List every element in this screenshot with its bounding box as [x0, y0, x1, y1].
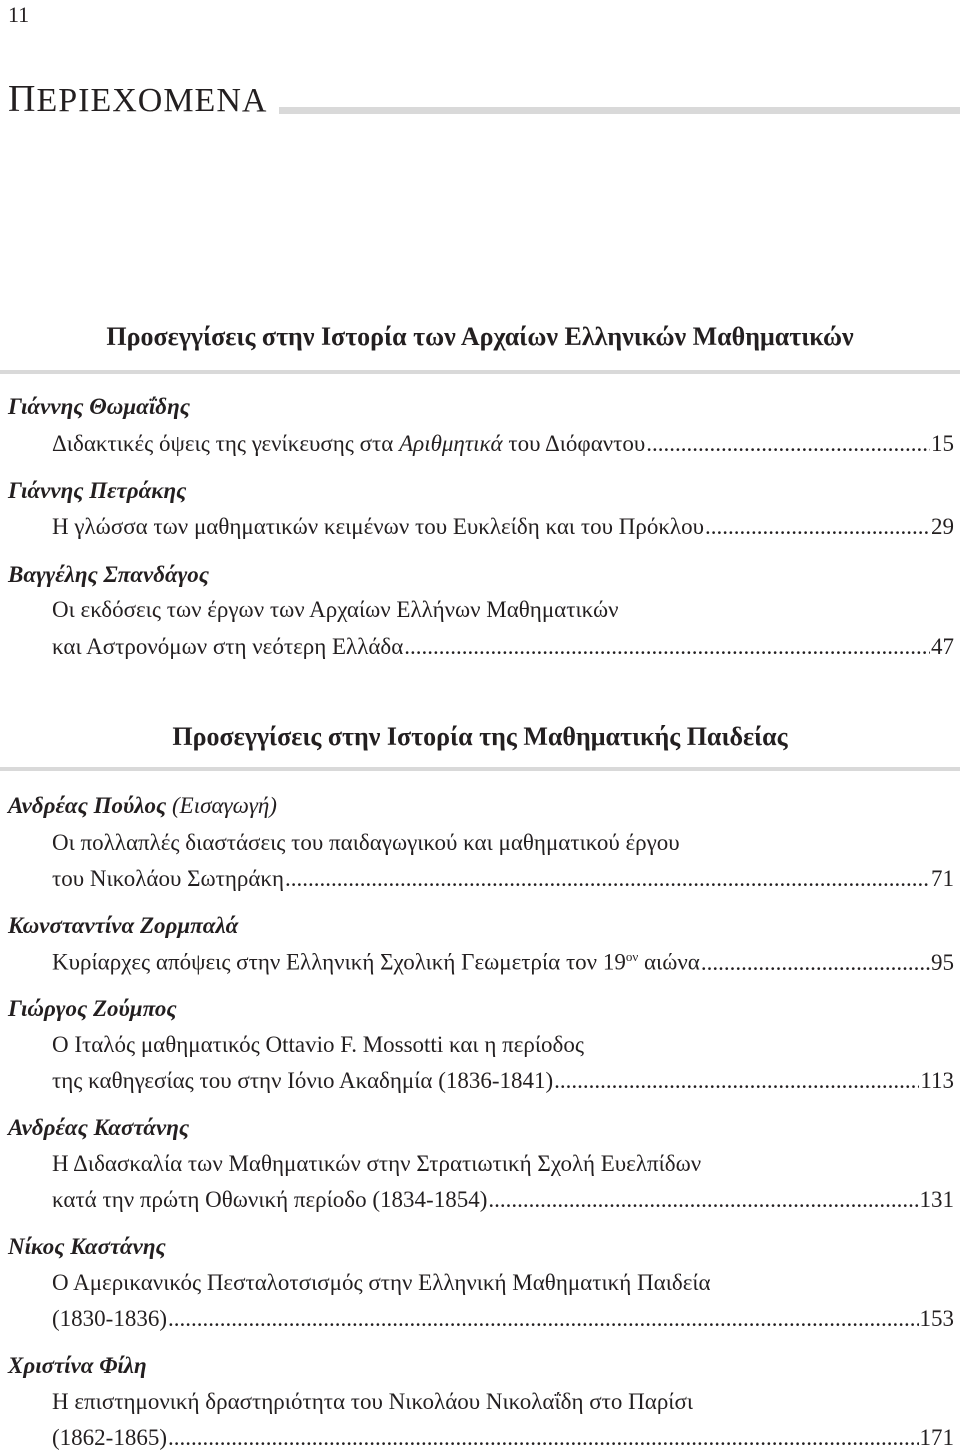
entry-title-line: Οι πολλαπλές διαστάσεις του παιδαγωγικού και μαθηματικού έργου: [52, 830, 680, 855]
entry-title-line: (1862-1865) ..... 171: [52, 1425, 954, 1451]
page-ref: 131: [919, 1187, 954, 1212]
author-note: (Εισαγωγή): [166, 793, 277, 818]
page-ref: 95: [931, 949, 954, 975]
page-number: 11: [8, 2, 30, 27]
entry-title-line: Διδακτικές όψεις της γενίκευσης στα Αριθμητικά του Διόφαντου ..... 15: [52, 431, 954, 457]
entry-title-line: Οι εκδόσεις των έργων των Αρχαίων Ελλήνων Μαθηματικών: [52, 597, 619, 622]
entry-title-line: Ο Ιταλός μαθηματικός Ottavio F. Mossotti και η περίοδος: [52, 1032, 584, 1057]
leader-dots: [404, 634, 930, 660]
leader-dots: [488, 1187, 918, 1213]
page-ref: 71: [931, 866, 954, 891]
entry-author: Ανδρέας Καστάνης: [8, 1115, 190, 1140]
entry-author: Ανδρέας Πούλος (Εισαγωγή): [8, 793, 277, 818]
page-ref: 47: [931, 634, 954, 659]
entry-title-line: και Αστρονόμων στη νεότερη Ελλάδα ..... 47: [52, 634, 954, 660]
page-ref: 153: [919, 1306, 954, 1331]
entry-title-line: Η γλώσσα των μαθηματικών κειμένων του Ευκλείδη και του Πρόκλου ..... 29: [52, 514, 954, 540]
entry-title-line: Κυρίαρχες απόψεις στην Ελληνική Σχολική Γεωμετρία τον $19^{o\nu}$ αιώνα ..... 95: [52, 949, 954, 976]
entry-author: Γιώργος Ζούμπος: [8, 996, 177, 1021]
page-ref: 29: [931, 514, 954, 539]
section-heading: Προσεγγίσεις στην Ιστορία των Αρχαίων Ελληνικών Μαθηματικών: [106, 322, 854, 351]
entry-title-line: Ο Αμερικανικός Πεσταλοτσισμός στην Ελληνική Μαθηματική Παιδεία: [52, 1270, 711, 1295]
toc-title-text: ΠΕΡΙΕΧΟΜΕΝΑ: [8, 78, 268, 120]
page-ref: 171: [919, 1425, 954, 1450]
entry-title-line: του Νικολάου Σωτηράκη ..... 71: [52, 866, 954, 892]
entry-title-line: (1830-1836) ..... 153: [52, 1306, 954, 1332]
leader-dots: [168, 1425, 919, 1451]
leader-dots: [285, 866, 930, 892]
page-ref: 113: [920, 1068, 954, 1093]
section-heading: Προσεγγίσεις στην Ιστορία της Μαθηματικής Παιδείας: [172, 722, 788, 751]
title-rule: [279, 107, 960, 114]
section-rule: [0, 767, 960, 771]
entry-title-line: Η Διδασκαλία των Μαθηματικών στην Στρατιωτική Σχολή Ευελπίδων: [52, 1151, 702, 1176]
toc-title: [8, 80, 960, 120]
entry-title-line: της καθηγεσίας του στην Ιόνιο Ακαδημία (1836-1841) ..... 113: [52, 1068, 954, 1094]
page-ref: 15: [931, 431, 954, 456]
leader-dots: [554, 1068, 919, 1094]
leader-dots: [168, 1306, 919, 1332]
entry-author: Γιάννης Θωμαΐδης: [8, 394, 190, 419]
entry-author: Γιάννης Πετράκης: [8, 478, 187, 503]
leader-dots: [646, 431, 930, 457]
entry-author: Χριστίνα Φίλη: [8, 1353, 147, 1378]
entry-title-line: κατά την πρώτη Οθωνική περίοδο (1834-1854) ..... 131: [52, 1187, 954, 1213]
leader-dots: [701, 950, 930, 976]
section-rule: [0, 370, 960, 374]
leader-dots: [705, 514, 930, 540]
entry-author: Βαγγέλης Σπανδάγος: [8, 562, 210, 587]
entry-author: Κωνσταντίνα Ζορμπαλά: [8, 913, 239, 938]
entry-author: Νίκος Καστάνης: [8, 1234, 166, 1259]
entry-title-line: Η επιστημονική δραστηριότητα του Νικολάου Νικολαΐδη στο Παρίσι: [52, 1389, 694, 1414]
